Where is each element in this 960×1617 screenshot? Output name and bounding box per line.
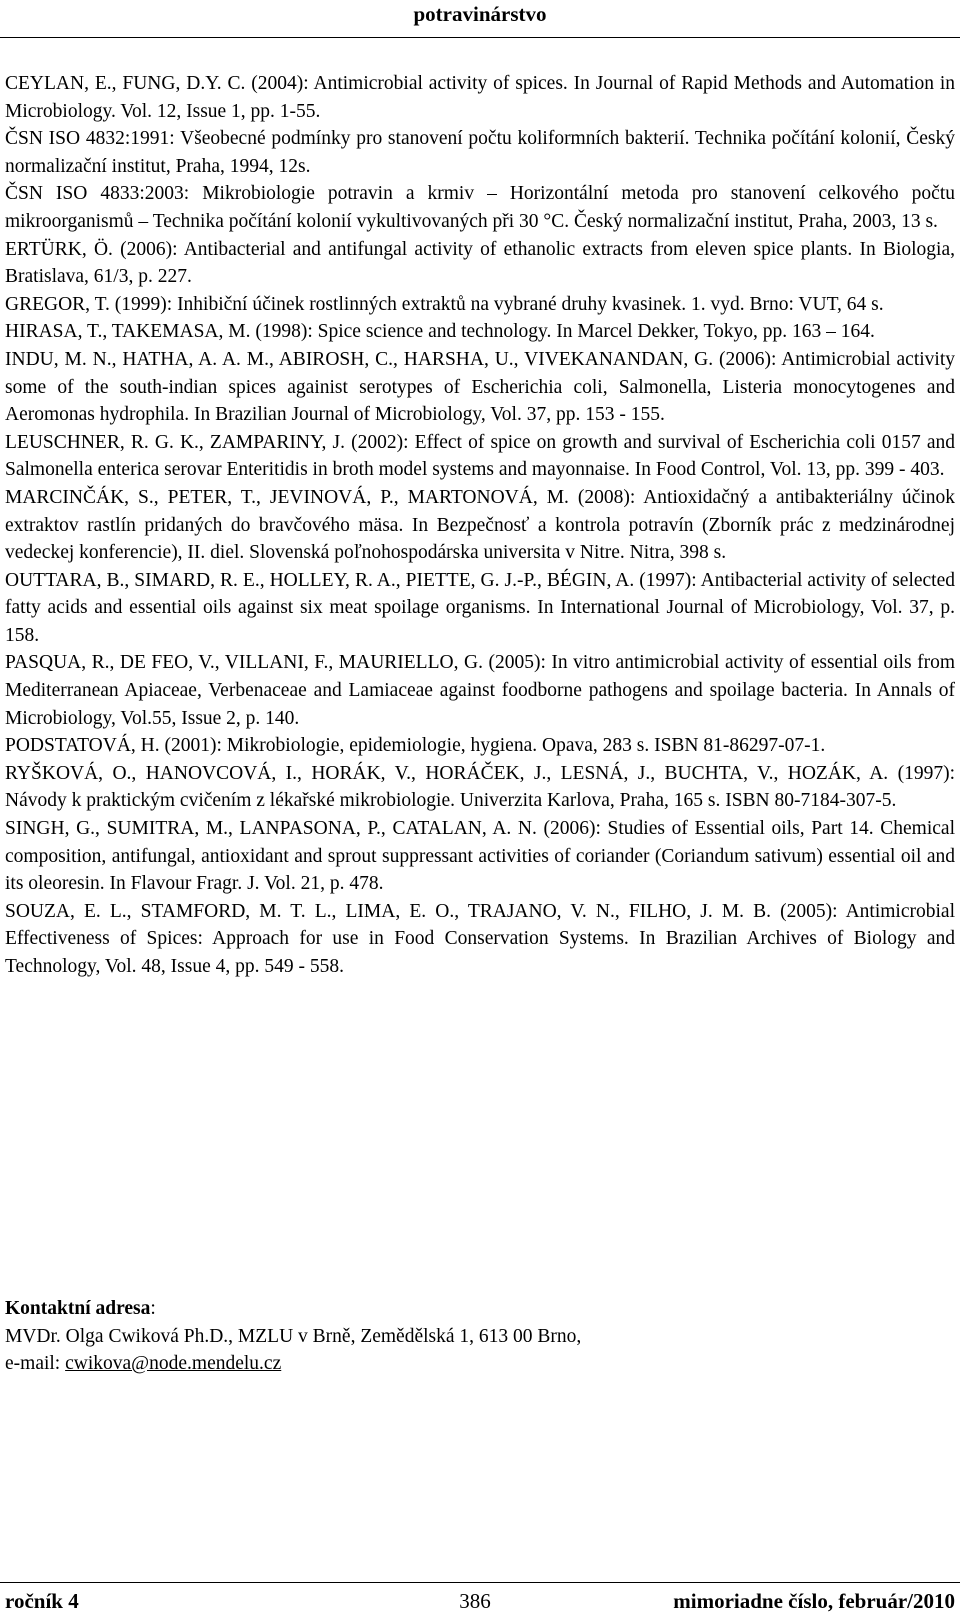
reference-item: INDU, M. N., HATHA, A. A. M., ABIROSH, C., HARSHA, U., VIVEKANANDAN, G. (2006): Antimicrobial activity some of the south-indian spices againist serotypes of Escherichia coli, Salmonella, Listeria monocytogenes and Aeromonas hydrophila. In Brazilian Journal of Microbiology, Vol. 37, pp. 153 - 155. xyxy=(5,348,955,426)
reference-item: ERTÜRK, Ö. (2006): Antibacterial and antifungal activity of ethanolic extracts from eleven spice plants. In Biologia, Bratislava, 61/3, p. 227. xyxy=(5,238,955,288)
contact-heading-line xyxy=(5,1295,955,1323)
volume-label: ročník 4 xyxy=(5,1589,79,1613)
reference-list xyxy=(5,70,955,981)
reference-item: PODSTATOVÁ, H. (2001): Mikrobiologie, epidemiologie, hygiena. Opava, 283 s. ISBN 81-86297-07-1. xyxy=(5,735,826,757)
journal-title: potravinárstvo xyxy=(413,2,547,26)
header-divider xyxy=(0,37,960,38)
reference-item: PASQUA, R., DE FEO, V., VILLANI, F., MAURIELLO, G. (2005): In vitro antimicrobial activity of essential oils from Mediterranean Apiaceae, Verbenaceae and Lamiaceae against foodborne pathogens and spoilage bacteria. In Annals of Microbiology, Vol.55, Issue 2, p. 140. xyxy=(5,652,955,729)
reference-item: RYŠKOVÁ, O., HANOVCOVÁ, I., HORÁK, V., HORÁČEK, J., LESNÁ, J., BUCHTA, V., HOZÁK, A. (1997): Návody k praktickým cvičením z lékařské mikrobiologie. Univerzita Karlova, Praha, 165 s. ISBN 80-7184-307-5. xyxy=(5,762,955,812)
reference-item: HIRASA, T., TAKEMASA, M. (1998): Spice science and technology. In Marcel Dekker, Tokyo, pp. 163 – 164. xyxy=(5,321,875,343)
footer-divider xyxy=(0,1582,960,1583)
running-header xyxy=(0,0,960,28)
email-link[interactable]: cwikova@node.mendelu.cz xyxy=(65,1353,282,1375)
reference-item: SINGH, G., SUMITRA, M., LANPASONA, P., CATALAN, A. N. (2006): Studies of Essential oils, Part 14. Chemical composition, antifungal, antioxidant and sprout suppressant activities of coriander (Coriandum sativum) essential oil and its oleoresin. In Flavour Fragr. J. Vol. 21, p. 478. xyxy=(5,818,955,895)
page-number: 386 xyxy=(459,1589,491,1613)
issue-label: mimoriadne číslo, február/2010 xyxy=(673,1589,955,1613)
reference-item: CEYLAN, E., FUNG, D.Y. C. (2004): Antimicrobial activity of spices. In Journal of Rapid Methods and Automation in Microbiology. Vol. 12, Issue 1, pp. 1-55. xyxy=(5,73,955,122)
reference-item: LEUSCHNER, R. G. K., ZAMPARINY, J. (2002): Effect of spice on growth and survival of Escherichia coli 0157 and Salmonella enterica serovar Enteritidis in broth model systems and mayonnaise. In Food Control, Vol. 13, pp. 399 - 403. xyxy=(5,431,955,481)
reference-item: SOUZA, E. L., STAMFORD, M. T. L., LIMA, E. O., TRAJANO, V. N., FILHO, J. M. B. (2005): Antimicrobial Effectiveness of Spices: Approach for use in Food Conservation Systems. In Brazilian Archives of Biology and Technology, Vol. 48, Issue 4, pp. 549 - 558. xyxy=(5,900,955,977)
reference-item: ČSN ISO 4833:2003: Mikrobiologie potravin a krmiv – Horizontální metoda pro stanovení celkového počtu mikroorganismů – Technika počítání kolonií vykultivovaných při 30 °C. Český normalizační institut, Praha, 2003, 13 s. xyxy=(5,183,955,232)
reference-item: ČSN ISO 4832:1991: Všeobecné podmínky pro stanovení počtu koliformních bakterií. Technika počítání kolonií, Český normalizační institut, Praha, 1994, 12s. xyxy=(5,128,955,177)
reference-item: MARCINČÁK, S., PETER, T., JEVINOVÁ, P., MARTONOVÁ, M. (2008): Antioxidačný a antibakteriálny účinok extraktov rastlín pridaných do bravčového mäsa. In Bezpečnosť a kontrola potravín (Zborník prác z medzinárodnej vedeckej konferencie), II. diel. Slovenská poľnohospodárska universita v Nitre. Nitra, 398 s. xyxy=(5,486,955,564)
reference-item: OUTTARA, B., SIMARD, R. E., HOLLEY, R. A., PIETTE, G. J.-P., BÉGIN, A. (1997): Antibacterial activity of selected fatty acids and essential oils against six meat spoilage organisms. In International Journal of Microbiology, Vol. 37, p. 158. xyxy=(5,569,955,646)
contact-heading: Kontaktní adresa xyxy=(5,1298,151,1319)
contact-email-line xyxy=(5,1350,955,1378)
contact-section xyxy=(5,1295,955,1378)
contact-address: MVDr. Olga Cwiková Ph.D., MZLU v Brně, Zemědělská 1, 613 00 Brno, xyxy=(5,1325,582,1347)
reference-item: GREGOR, T. (1999): Inhibiční účinek rostlinných extraktů na vybrané druhy kvasinek. 1. vyd. Brno: VUT, 64 s. xyxy=(5,293,884,315)
contact-heading-colon: : xyxy=(150,1298,156,1319)
email-label: e-mail: xyxy=(5,1353,66,1375)
page-footer xyxy=(5,1587,955,1615)
